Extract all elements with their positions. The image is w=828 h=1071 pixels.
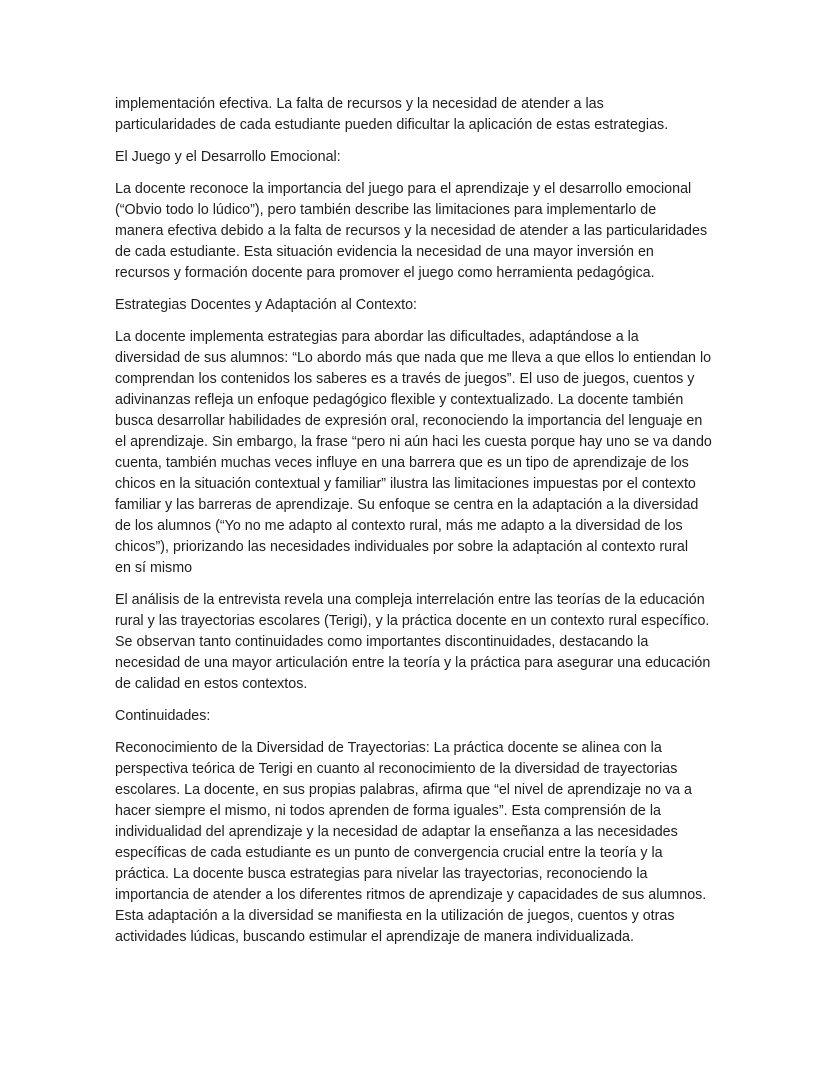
text-line: (“Obvio todo lo lúdico”), pero también describe las limitaciones para implementarlo de xyxy=(115,202,657,218)
heading-estrategias-docentes xyxy=(115,295,735,316)
text-line: comprendan los contenidos los saberes es a través de juegos”. El uso de juegos, cuentos y xyxy=(115,371,695,387)
text-line: hacer siempre el mismo, ni todos aprenden de forma iguales”. Esta comprensión de la xyxy=(115,803,661,819)
text-line: El Juego y el Desarrollo Emocional: xyxy=(115,149,341,165)
paragraph-estrategias xyxy=(115,327,735,579)
paragraph-juego xyxy=(115,179,735,284)
text-line: Continuidades: xyxy=(115,708,211,724)
heading-juego-desarrollo-emocional xyxy=(115,147,735,168)
text-line: de calidad en estos contextos. xyxy=(115,676,308,692)
text-line: Estrategias Docentes y Adaptación al Contexto: xyxy=(115,297,418,313)
text-line: en sí mismo xyxy=(115,560,193,576)
text-line: El análisis de la entrevista revela una compleja interrelación entre las teorías de la educación xyxy=(115,592,705,608)
text-line: chicos en la situación contextual y familiar” ilustra las limitaciones impuestas por el contexto xyxy=(115,476,696,492)
text-line: particularidades de cada estudiante pueden dificultar la aplicación de estas estrategias. xyxy=(115,117,669,133)
text-line: recursos y formación docente para promover el juego como herramienta pedagógica. xyxy=(115,265,655,281)
text-line: importancia de atender a los diferentes ritmos de aprendizaje y capacidades de sus alumnos. xyxy=(115,887,707,903)
text-line: La docente reconoce la importancia del juego para el aprendizaje y el desarrollo emocional xyxy=(115,181,692,197)
text-line: específicas de cada estudiante es un punto de convergencia crucial entre la teoría y la xyxy=(115,845,663,861)
text-line: chicos”), priorizando las necesidades individuales por sobre la adaptación al contexto rural xyxy=(115,539,688,555)
text-line: adivinanzas refleja un enfoque pedagógico flexible y contextualizado. La docente también xyxy=(115,392,684,408)
text-line: manera efectiva debido a la falta de recursos y la necesidad de atender a las particularidades xyxy=(115,223,708,239)
heading-continuidades xyxy=(115,706,735,727)
text-line: Se observan tanto continuidades como importantes discontinuidades, destacando la xyxy=(115,634,649,650)
text-line: Esta adaptación a la diversidad se manifiesta en la utilización de juegos, cuentos y otras xyxy=(115,908,675,924)
text-line: diversidad de sus alumnos: “Lo abordo más que nada que me lleva a que ellos lo entiendan lo xyxy=(115,350,712,366)
text-line: cuenta, también muchas veces influye en una barrera que es un tipo de aprendizaje de los xyxy=(115,455,689,471)
text-line: perspectiva teórica de Terigi en cuanto al reconocimiento de la diversidad de trayectorias xyxy=(115,761,678,777)
text-line: necesidad de una mayor articulación entre la teoría y la práctica para asegurar una educación xyxy=(115,655,711,671)
document-page xyxy=(115,94,735,959)
text-line: rural y las trayectorias escolares (Terigi), y la práctica docente en un contexto rural específico. xyxy=(115,613,710,629)
paragraph-reconocimiento-diversidad xyxy=(115,738,735,948)
paragraph-analisis xyxy=(115,590,735,695)
text-line: implementación efectiva. La falta de recursos y la necesidad de atender a las xyxy=(115,96,604,112)
text-line: escolares. La docente, en sus propias palabras, afirma que “el nivel de aprendizaje no va a xyxy=(115,782,692,798)
paragraph-intro-continuation xyxy=(115,94,735,136)
text-line: actividades lúdicas, buscando estimular el aprendizaje de manera individualizada. xyxy=(115,929,634,945)
text-line: el aprendizaje. Sin embargo, la frase “pero ni aún haci les cuesta porque hay uno se va dando xyxy=(115,434,712,450)
text-line: de los alumnos (“Yo no me adapto al contexto rural, más me adapto a la diversidad de los xyxy=(115,518,683,534)
text-line: práctica. La docente busca estrategias para nivelar las trayectorias, reconociendo la xyxy=(115,866,648,882)
text-line: La docente implementa estrategias para abordar las dificultades, adaptándose a la xyxy=(115,329,639,345)
text-line: familiar y las barreras de aprendizaje. Su enfoque se centra en la adaptación a la diversidad xyxy=(115,497,699,513)
text-line: de cada estudiante. Esta situación evidencia la necesidad de una mayor inversión en xyxy=(115,244,654,260)
text-line: individualidad del aprendizaje y la necesidad de adaptar la enseñanza a las necesidades xyxy=(115,824,678,840)
text-line: Reconocimiento de la Diversidad de Trayectorias: La práctica docente se alinea con la xyxy=(115,740,662,756)
text-line: busca desarrollar habilidades de expresión oral, reconociendo la importancia del lenguaje en xyxy=(115,413,703,429)
